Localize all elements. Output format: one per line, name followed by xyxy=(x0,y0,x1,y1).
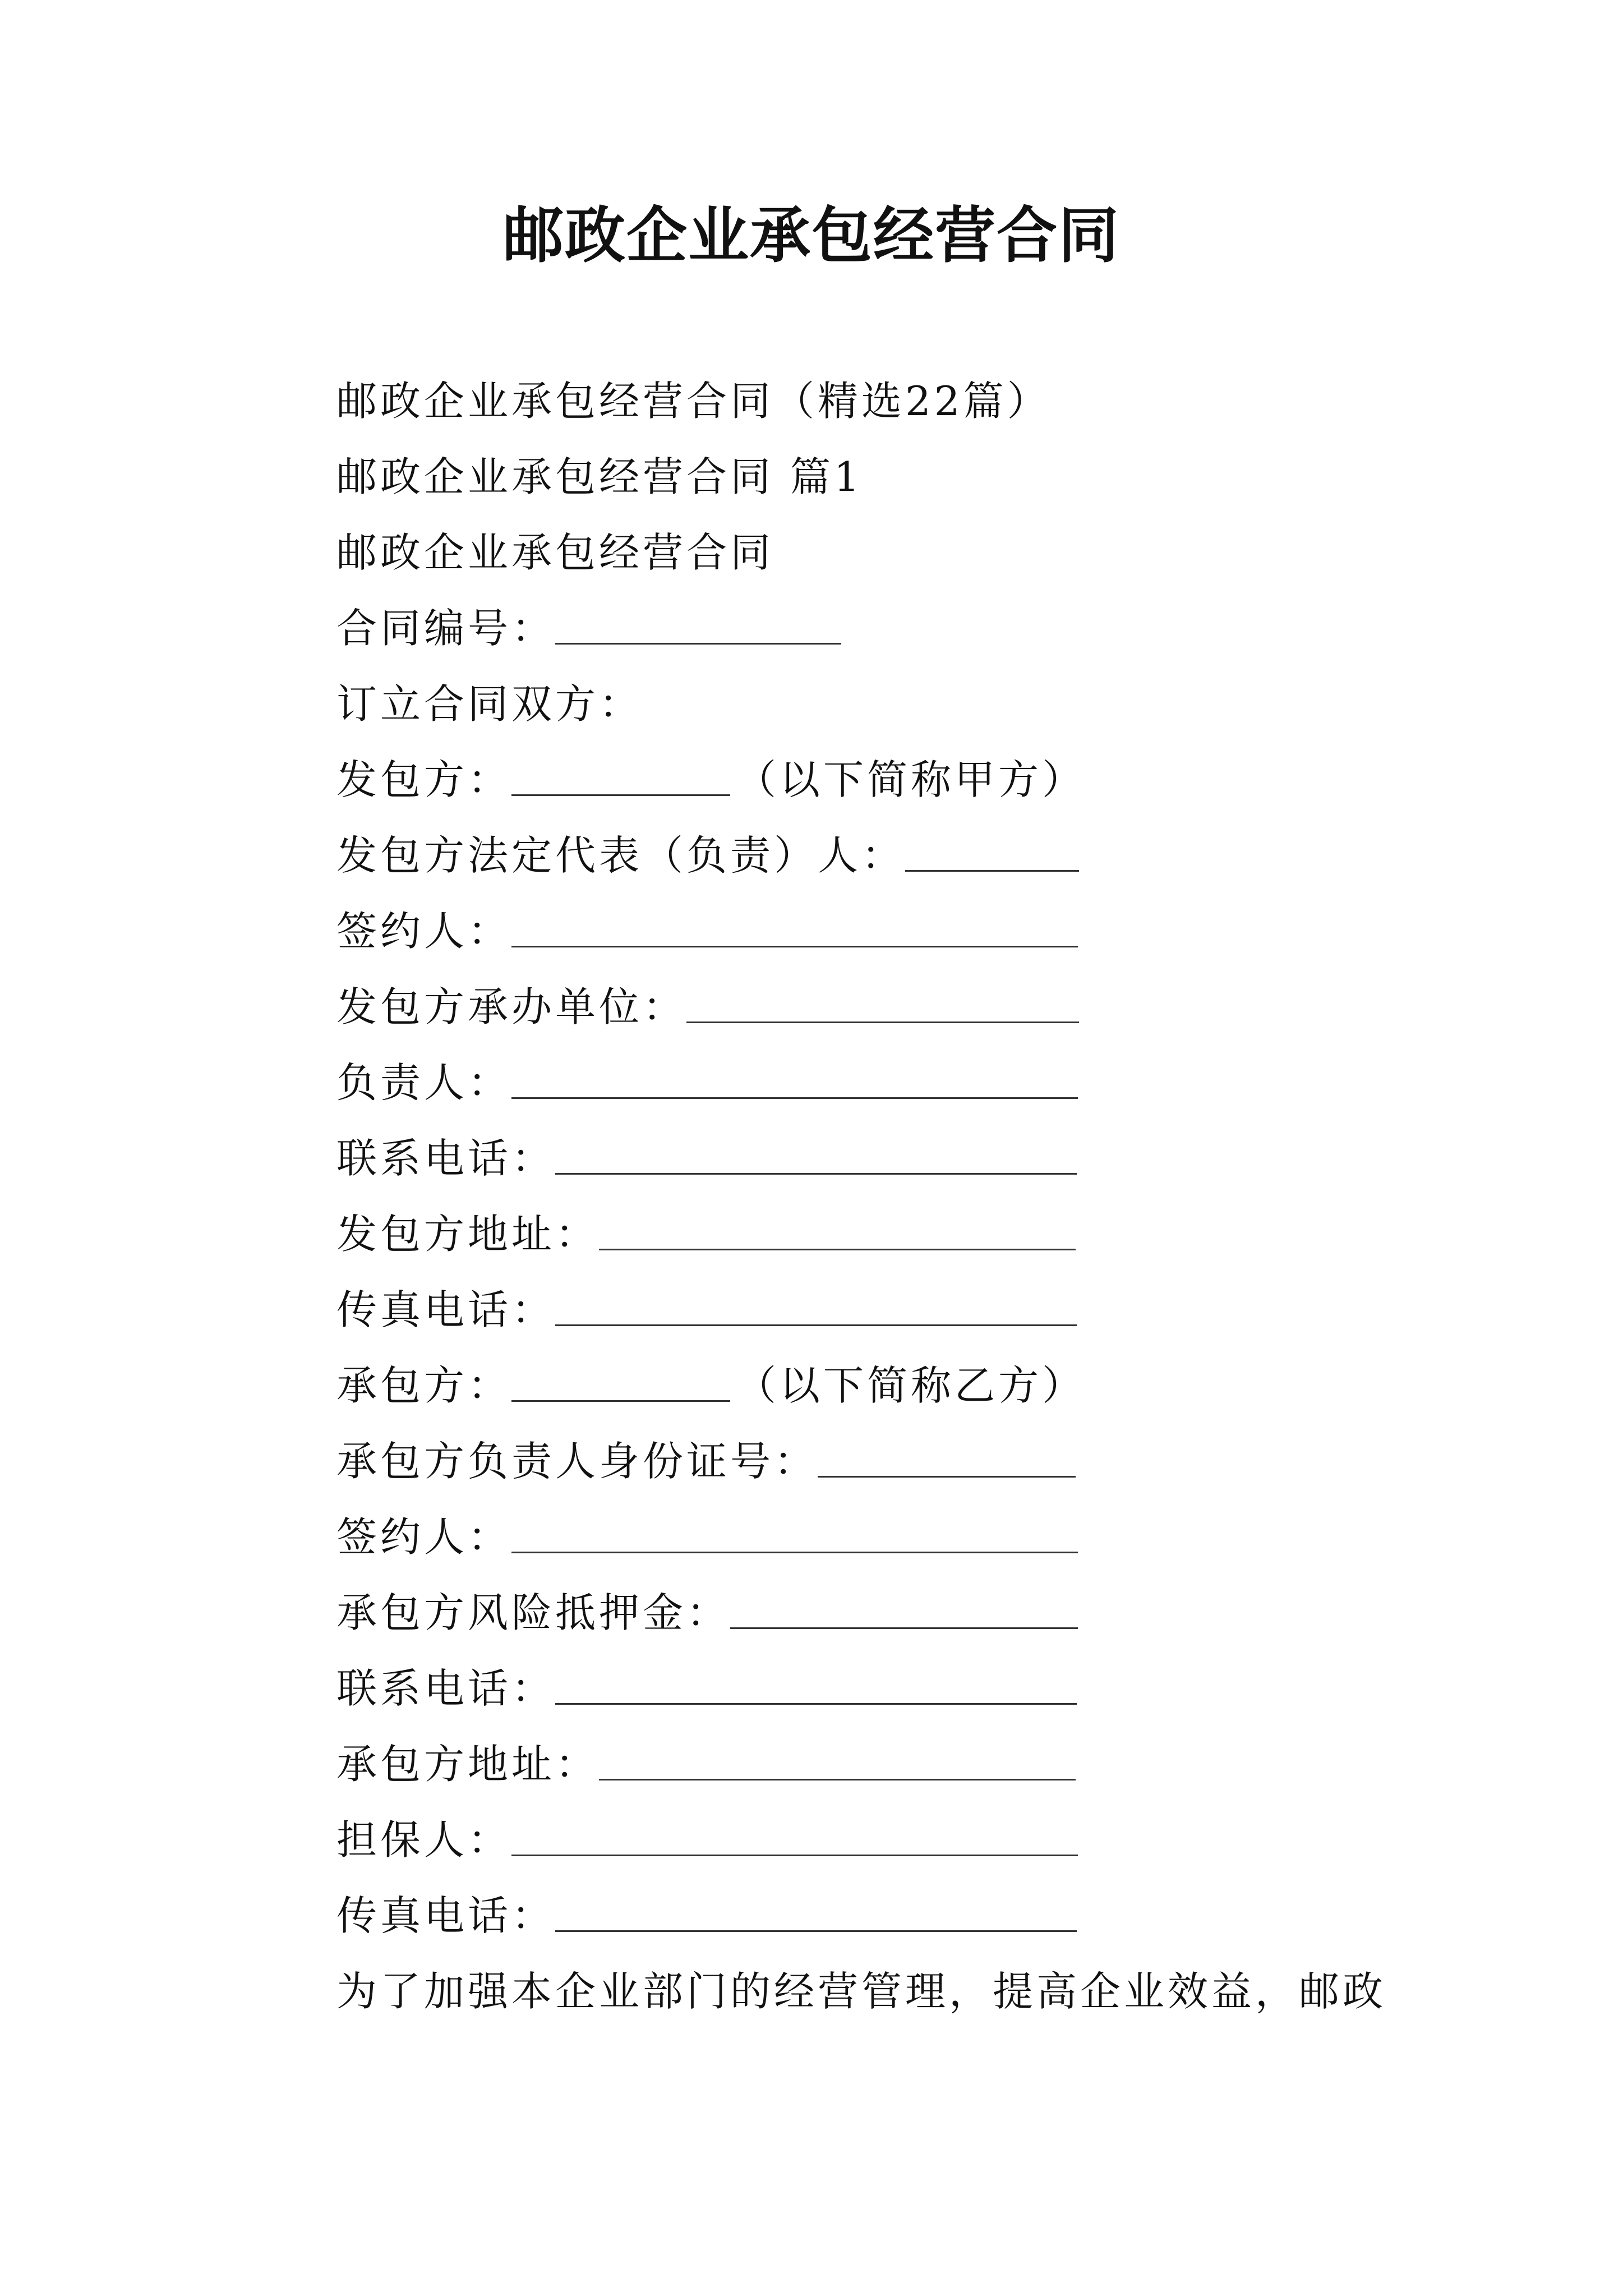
contract-name xyxy=(336,522,774,583)
fill-in-blank xyxy=(730,1627,1078,1629)
field-contractor-id-number xyxy=(336,1430,1076,1492)
field-label: 担保人： xyxy=(336,1816,512,1864)
fill-in-blank xyxy=(599,1779,1076,1780)
field-label: 签约人： xyxy=(336,1513,512,1561)
document-title: 邮政企业承包经营合同 xyxy=(502,200,1120,271)
field-contractor-signatory xyxy=(336,1506,1078,1568)
field-contractor xyxy=(336,1355,1086,1416)
fill-in-blank xyxy=(555,1324,1077,1326)
field-contractor-phone xyxy=(336,1658,1077,1719)
fill-in-blank xyxy=(511,794,730,796)
line-text: 订立合同双方： xyxy=(336,680,643,728)
field-contract-number xyxy=(336,597,841,659)
field-label: 负责人： xyxy=(336,1059,512,1106)
body-paragraph xyxy=(336,1961,1386,2022)
field-label: 联系电话： xyxy=(336,1665,556,1712)
field-label: 签约人： xyxy=(336,908,512,955)
collection-heading xyxy=(336,370,1051,432)
field-employer-unit xyxy=(336,976,1079,1038)
field-contractor-deposit xyxy=(336,1582,1078,1644)
field-label: 承包方负责人身份证号： xyxy=(336,1438,818,1485)
field-note: （以下简称甲方） xyxy=(736,756,1086,803)
field-label: 承包方： xyxy=(336,1362,512,1409)
field-contractor-address xyxy=(336,1733,1076,1795)
field-label: 发包方法定代表（负责）人： xyxy=(336,832,906,879)
field-employer-address xyxy=(336,1203,1076,1265)
field-label: 发包方承办单位： xyxy=(336,983,687,1030)
fill-in-blank xyxy=(555,1703,1077,1705)
field-employer-fax xyxy=(336,1279,1077,1341)
field-note: （以下简称乙方） xyxy=(736,1362,1086,1409)
fill-in-blank xyxy=(511,1097,1078,1099)
fill-in-blank xyxy=(686,1022,1079,1023)
field-employer-legal-rep xyxy=(336,825,1079,886)
field-label: 合同编号： xyxy=(336,605,556,652)
fill-in-blank xyxy=(599,1249,1076,1250)
field-person-in-charge xyxy=(336,1052,1078,1114)
fill-in-blank xyxy=(555,1173,1077,1175)
field-label: 发包方： xyxy=(336,756,512,803)
fill-in-blank xyxy=(818,1476,1076,1478)
field-label: 承包方地址： xyxy=(336,1741,600,1788)
field-employer-phone xyxy=(336,1128,1077,1189)
field-label: 承包方风险抵押金： xyxy=(336,1589,731,1636)
section-heading xyxy=(336,446,863,508)
fill-in-blank xyxy=(511,946,1078,947)
field-guarantor xyxy=(336,1809,1078,1871)
field-label: 传真电话： xyxy=(336,1892,556,1939)
line-text: 邮政企业承包经营合同（精选22篇） xyxy=(336,378,1051,425)
fill-in-blank xyxy=(905,870,1079,872)
fill-in-blank xyxy=(555,643,841,645)
parties-heading xyxy=(336,673,643,735)
field-contractor-fax xyxy=(336,1885,1077,1947)
fill-in-blank xyxy=(511,1552,1078,1553)
field-employer-signatory xyxy=(336,900,1078,962)
fill-in-blank xyxy=(555,1930,1077,1932)
fill-in-blank xyxy=(511,1855,1078,1856)
field-label: 发包方地址： xyxy=(336,1211,600,1258)
field-label: 联系电话： xyxy=(336,1135,556,1182)
field-employer xyxy=(336,749,1086,811)
fill-in-blank xyxy=(511,1400,730,1402)
line-text: 邮政企业承包经营合同 篇1 xyxy=(336,453,863,500)
paragraph-text: 为了加强本企业部门的经营管理，提高企业效益，邮政 xyxy=(336,1968,1387,2015)
line-text: 邮政企业承包经营合同 xyxy=(336,529,774,576)
field-label: 传真电话： xyxy=(336,1286,556,1333)
